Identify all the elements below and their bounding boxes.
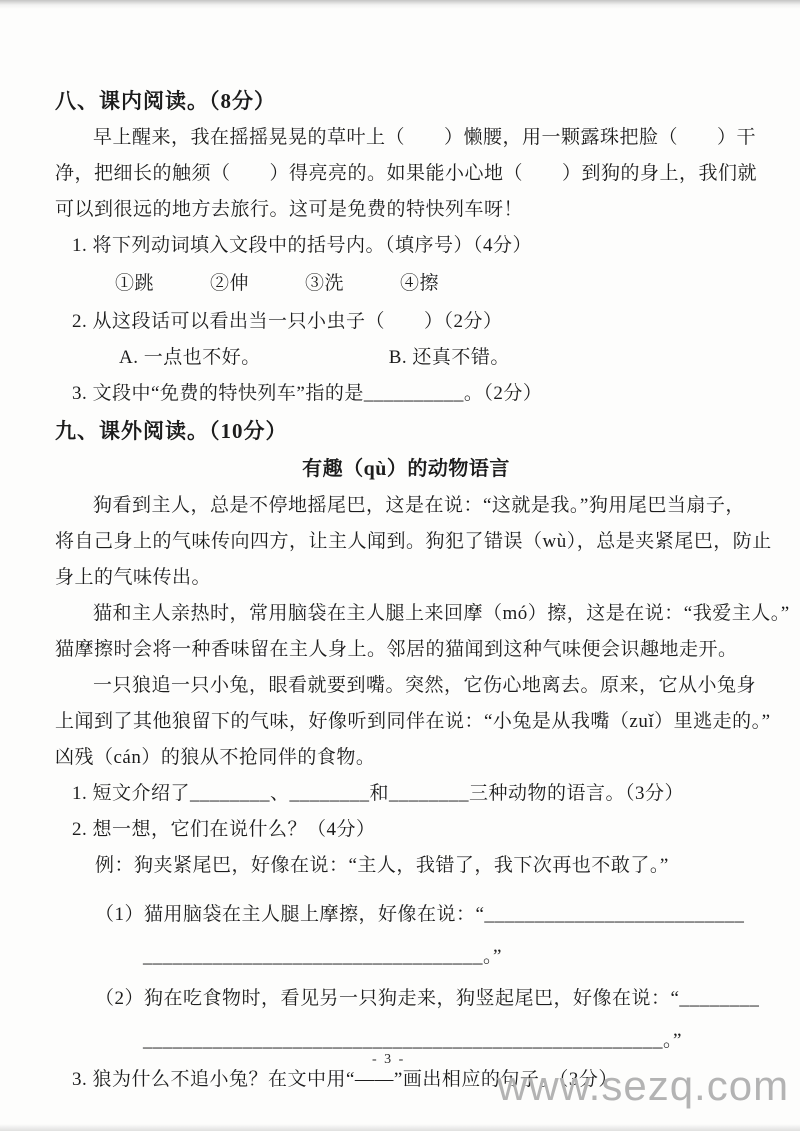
section-9-question-2-example: 例：狗夹紧尾巴，好像在说：“主人，我错了，我下次再也不敢了。” (95, 855, 669, 876)
section-9-paragraph-2-line-1: 猫和主人亲热时，常用脑袋在主人腿上来回摩（mó）擦，这是在说：“我爱主人。” (93, 603, 790, 624)
option-a: A. 一点也不好。 (119, 347, 261, 368)
section-9-heading: 九、课外阅读。（10分） (55, 419, 288, 443)
section-9-paragraph-1-line-2: 将自己身上的气味传向四方，让主人闻到。狗犯了错误（wù），总是夹紧尾巴，防止 (55, 531, 772, 552)
section-8-passage-line-3: 可以到很远的地方去旅行。这可是免费的特快列车呀！ (55, 199, 524, 220)
section-9-paragraph-3-line-2: 上闻到了其他狼留下的气味，好像听到同伴在说：“小兔是从我嘴（zuǐ）里逃走的。” (55, 711, 771, 732)
section-9-question-2-sub1-line-2: __________________________________。” (143, 946, 502, 967)
option-3-xi: ③洗 (305, 273, 345, 294)
section-8-passage-line-1: 早上醒来，我在摇摇晃晃的草叶上（ ）懒腰，用一颗露珠把脸（ ）干 (93, 127, 757, 148)
section-9-passage-title: 有趣（qù）的动物语言 (302, 458, 510, 480)
section-9-paragraph-1-line-3: 身上的气味传出。 (55, 567, 212, 588)
option-2-shen: ②伸 (210, 273, 250, 294)
section-9-question-1: 1. 短文介绍了________、________和________三种动物的语言。（3分） (72, 783, 685, 804)
section-9-paragraph-1-line-1: 狗看到主人，总是不停地摇尾巴，这是在说：“这就是我。”狗用尾巴当扇子， (93, 495, 745, 516)
section-9-question-2-sub2-line-2: ____________________________________________________。” (143, 1030, 682, 1051)
section-9-question-3: 3. 狼为什么不追小兔？在文中用“——”画出相应的句子。（3分） (72, 1069, 618, 1090)
section-8-heading: 八、课内阅读。（8分） (55, 89, 276, 113)
option-b: B. 还真不错。 (388, 347, 510, 368)
site-watermark: www.sezq.com (497, 1062, 790, 1109)
section-8-question-3: 3. 文段中“免费的特快列车”指的是__________。（2分） (72, 383, 543, 404)
section-8-question-2: 2. 从这段话可以看出当一只小虫子（ ）（2分） (72, 311, 503, 332)
page-content (55, 82, 790, 1098)
section-9-paragraph-3-line-1: 一只狼追一只小兔，眼看就要到嘴。突然，它伤心地离去。原来，它从小兔身 (93, 675, 757, 696)
section-9-question-2-sub1-line-1: （1）猫用脑袋在主人腿上摩擦，好像在说：“__________________________ (95, 904, 745, 925)
scan-edge-shadow-bottom (0, 1124, 800, 1131)
scan-edge-shadow-top (0, 0, 800, 9)
section-9-paragraph-2-line-2: 猫摩擦时会将一种香味留在主人身上。邻居的猫闻到这种气味便会识趣地走开。 (55, 639, 738, 660)
section-8-question-1-options (115, 264, 757, 304)
section-8-question-1: 1. 将下列动词填入文段中的括号内。（填序号）（4分） (72, 235, 533, 256)
section-9-paragraph-3-line-3: 凶残（cán）的狼从不抢同伴的食物。 (55, 747, 376, 768)
section-8-question-2-options (119, 340, 757, 376)
section-9-question-2: 2. 想一想，它们在说什么？（4分） (72, 819, 376, 840)
option-1-tiao: ①跳 (115, 273, 155, 294)
section-9-question-2-sub2-line-1: （2）狗在吃食物时，看见另一只狗走来，狗竖起尾巴，好像在说：“________ (95, 988, 760, 1009)
page-number: - 3 - (372, 1052, 406, 1067)
section-8-passage-line-2: 净，把细长的触须（ ）得亮亮的。如果能小心地（ ）到狗的身上，我们就 (55, 163, 758, 184)
option-4-ca: ④擦 (400, 273, 440, 294)
